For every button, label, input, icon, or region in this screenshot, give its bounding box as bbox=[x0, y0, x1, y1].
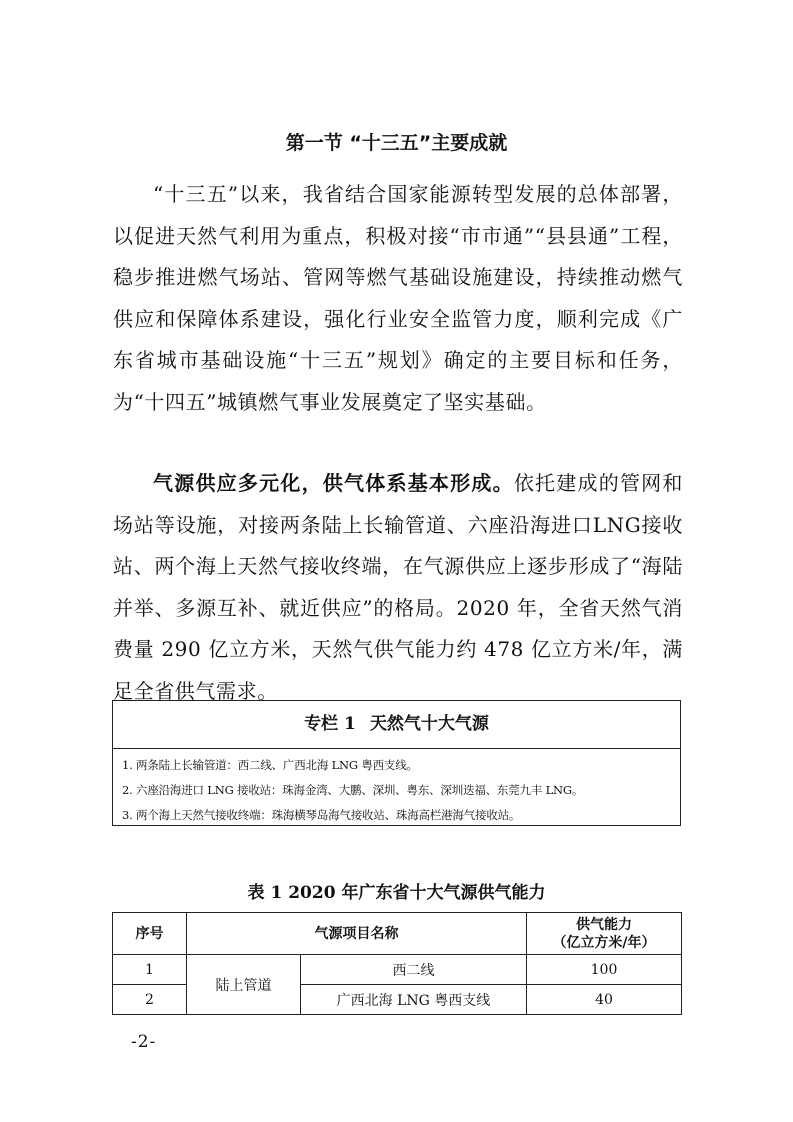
section-title: 第一节 “十三五”主要成就 bbox=[285, 132, 508, 154]
column-box bbox=[112, 700, 681, 826]
cell-name: 西二线 bbox=[301, 955, 527, 985]
table-header-row bbox=[113, 913, 682, 955]
column-box-item: 3. 两个海上天然气接收终端：珠海横琴岛海气接收站、珠海高栏港海气接收站。 bbox=[122, 808, 521, 822]
table-caption: 表 1 2020 年广东省十大气源供气能力 bbox=[247, 883, 546, 903]
header-capacity-line1: 供气能力 bbox=[576, 916, 632, 933]
paragraph-lead: 气源供应多元化，供气体系基本形成。 bbox=[153, 471, 514, 495]
gas-source-table bbox=[112, 912, 682, 1015]
column-box-label: 专栏 1 bbox=[304, 714, 356, 734]
cell-group: 陆上管道 bbox=[187, 955, 301, 1015]
cell-name: 广西北海 LNG 粤西支线 bbox=[301, 985, 527, 1015]
header-capacity-line2: （亿立方米/年） bbox=[552, 934, 656, 951]
cell-capacity: 40 bbox=[527, 985, 682, 1015]
header-index: 序号 bbox=[113, 913, 187, 955]
header-name: 气源项目名称 bbox=[187, 913, 527, 955]
page-number: -2- bbox=[131, 1032, 157, 1052]
paragraph-gas-supply bbox=[113, 463, 683, 712]
column-box-heading: 天然气十大气源 bbox=[369, 714, 489, 734]
header-capacity bbox=[527, 913, 682, 955]
column-box-item: 2. 六座沿海进口 LNG 接收站：珠海金湾、大鹏、深圳、粤东、深圳迭福、东莞九丰 LNG。 bbox=[122, 783, 584, 797]
column-box-title bbox=[113, 701, 680, 749]
column-box-list bbox=[113, 749, 680, 828]
paragraph-achievements: “十三五”以来，我省结合国家能源转型发展的总体部署，以促进天然气利用为重点，积极对接“市市通”“县县通”工程，稳步推进燃气场站、管网等燃气基础设施建设，持续推动燃气供应和保障体系建设，强化行业安全监管力度，顺利完成《广东省城市基础设施“十三五”规划》确定的主要目标和任务，为“十四五”城镇燃气事业发展奠定了坚实基础。 bbox=[113, 182, 683, 414]
column-box-item: 1. 两条陆上长输管道：西二线、广西北海 LNG 粤西支线。 bbox=[122, 758, 418, 772]
cell-index: 1 bbox=[113, 955, 187, 985]
table-row bbox=[113, 955, 682, 985]
paragraph-body: 依托建成的管网和场站等设施，对接两条陆上长输管道、六座沿海进口LNG接收站、两个海上天然气接收终端，在气源供应上逐步形成了“海陆并举、多源互补、就近供应”的格局。2020 年，全省天然气消费量 290 亿立方米，天然气供气能力约 478 亿立方米/年，满足全省供气需求。 bbox=[113, 471, 683, 703]
cell-capacity: 100 bbox=[527, 955, 682, 985]
cell-index: 2 bbox=[113, 985, 187, 1015]
